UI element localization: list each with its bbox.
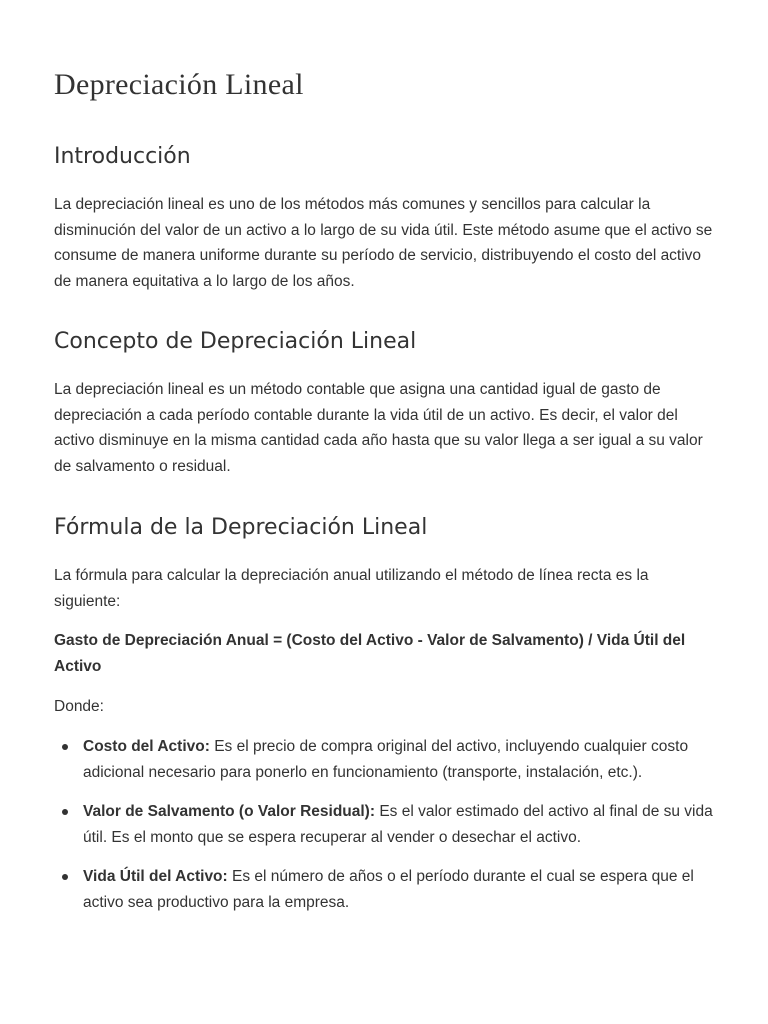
list-item-costo-activo [54,734,714,785]
formula-equation: Gasto de Depreciación Anual = (Costo del Activo - Valor de Salvamento) / Vida Útil del Activo [54,632,686,675]
paragraph-introduccion: La depreciación lineal es uno de los métodos más comunes y sencillos para calcular la disminución del valor de un activo a lo largo de su vida útil. Este método asume que el activo se consume de manera uniforme durante su período de servicio, distribuyendo el costo del activo de manera equitativa a lo largo de los años. [54,196,713,290]
heading-introduccion: Introducción [54,144,191,169]
paragraph-concepto: La depreciación lineal es un método contable que asigna una cantidad igual de gasto de depreciación a cada período contable durante la vida útil de un activo. Es decir, el valor del activo disminuye en la misma cantidad cada año hasta que su valor llega a ser igual a su valor de salvamento o residual. [54,381,703,475]
paragraph-donde: Donde: [54,698,104,715]
document-title: Depreciación Lineal [54,68,304,101]
definition-text: Es el precio de compra original del activo, incluyendo cualquier costo adicional necesario para ponerlo en funcionamiento (transporte, instalación, etc.). [83,738,689,781]
definitions-list [54,734,714,929]
definition-text: Es el valor estimado del activo al final de su vida útil. Es el monto que se espera recuperar al vender o desechar el activo. [83,803,713,846]
heading-formula: Fórmula de la Depreciación Lineal [54,515,428,540]
heading-concepto: Concepto de Depreciación Lineal [54,329,417,354]
bullet-icon [62,744,68,750]
definition-term: Costo del Activo: [83,738,210,755]
definition-text: Es el número de años o el período durante el cual se espera que el activo sea productivo para la empresa. [83,868,694,911]
definition-term: Valor de Salvamento (o Valor Residual): [83,803,376,820]
bullet-icon [62,809,68,815]
definition-term: Vida Útil del Activo: [83,868,228,885]
list-item-vida-util [54,864,714,915]
list-item-valor-salvamento [54,799,714,850]
bullet-icon [62,874,68,880]
paragraph-formula: La fórmula para calcular la depreciación anual utilizando el método de línea recta es la siguiente: [54,567,649,610]
